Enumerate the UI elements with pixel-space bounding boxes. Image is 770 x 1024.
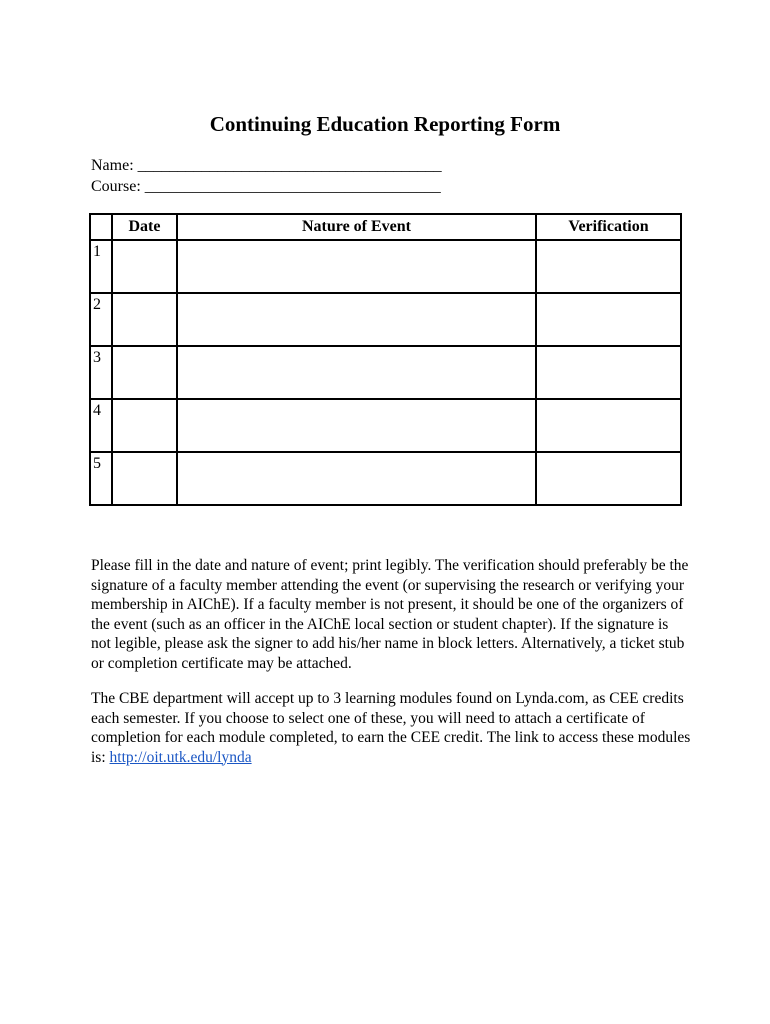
table-row <box>90 346 681 399</box>
nature-cell[interactable] <box>177 240 536 293</box>
course-field[interactable]: Course: _____________________________________ <box>91 178 441 195</box>
verification-cell[interactable] <box>536 293 681 346</box>
event-table <box>89 213 682 506</box>
lynda-link[interactable]: http://oit.utk.edu/lynda <box>109 748 252 766</box>
nature-cell[interactable] <box>177 399 536 452</box>
verification-cell[interactable] <box>536 399 681 452</box>
row-number: 4 <box>90 399 112 452</box>
table-header-row <box>90 214 681 240</box>
row-number: 3 <box>90 346 112 399</box>
date-cell[interactable] <box>112 240 177 293</box>
date-cell[interactable] <box>112 452 177 505</box>
header-date: Date <box>112 214 177 240</box>
lynda-paragraph-text: The CBE department will accept up to 3 learning modules found on Lynda.com, as CEE credits each semester. If you choose to select one of these, you will need to attach a certificate of completion for each module completed, to earn the CEE credit. The link to access these modules is: <box>91 690 691 766</box>
nature-cell[interactable] <box>177 452 536 505</box>
table-row <box>90 240 681 293</box>
header-nature-of-event: Nature of Event <box>177 214 536 240</box>
table-row <box>90 293 681 346</box>
instructions-paragraph: Please fill in the date and nature of event; print legibly. The verification should preferably be the signature of a faculty member attending the event (or supervising the research or verifying your membership in AIChE). If a faculty member is not present, it should be one of the organizers of the event (such as an officer in the AIChE local section or student chapter). If the signature is not legible, please ask the signer to add his/her name in block letters. Alternatively, a ticket stub or completion certificate may be attached. <box>91 557 689 672</box>
lynda-paragraph <box>91 689 691 767</box>
name-field[interactable]: Name: ______________________________________ <box>91 157 442 174</box>
nature-cell[interactable] <box>177 293 536 346</box>
date-cell[interactable] <box>112 399 177 452</box>
nature-cell[interactable] <box>177 346 536 399</box>
date-cell[interactable] <box>112 346 177 399</box>
verification-cell[interactable] <box>536 346 681 399</box>
row-number: 1 <box>90 240 112 293</box>
row-number: 2 <box>90 293 112 346</box>
header-verification: Verification <box>536 214 681 240</box>
row-number: 5 <box>90 452 112 505</box>
table-row <box>90 452 681 505</box>
form-title: Continuing Education Reporting Form <box>209 112 561 136</box>
verification-cell[interactable] <box>536 240 681 293</box>
table-row <box>90 399 681 452</box>
verification-cell[interactable] <box>536 452 681 505</box>
header-number <box>90 214 112 240</box>
date-cell[interactable] <box>112 293 177 346</box>
